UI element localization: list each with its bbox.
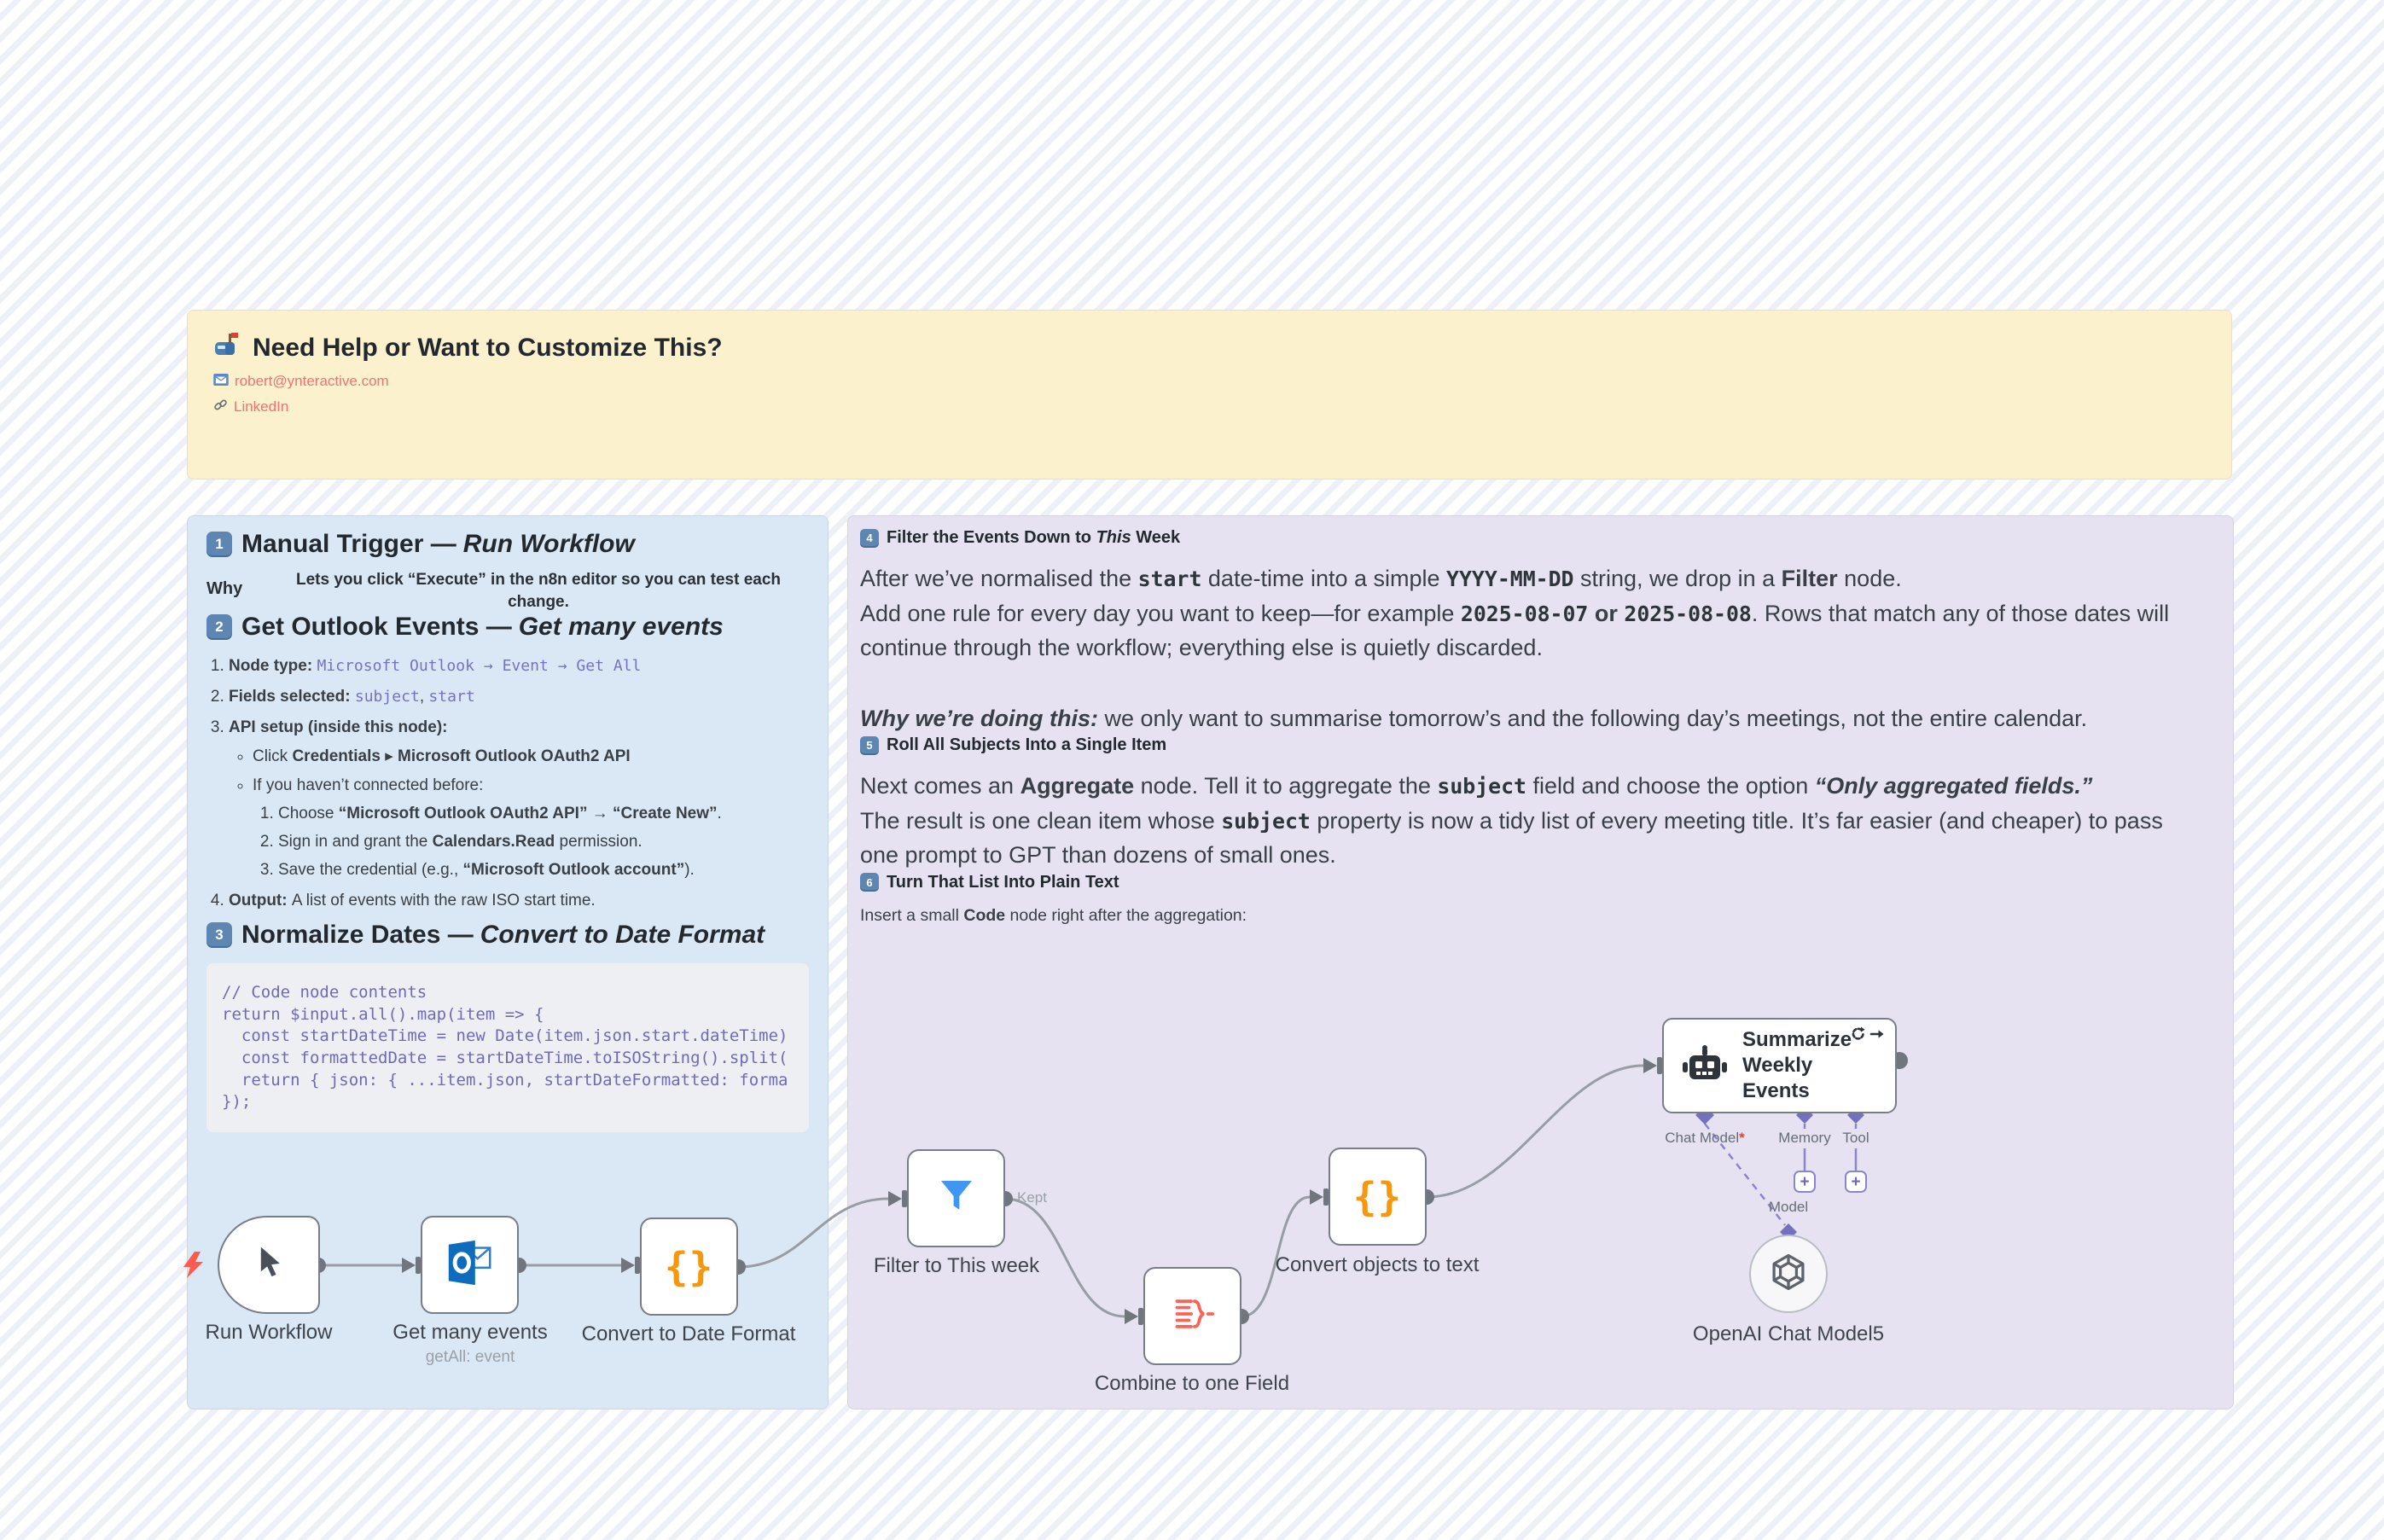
node-convert-objects-to-text[interactable] xyxy=(1329,1148,1427,1246)
node-convert-to-date-format[interactable] xyxy=(640,1217,738,1316)
list-item: 2. Fields selected: subject, start xyxy=(229,686,809,709)
node-openai-chat-model[interactable] xyxy=(1749,1235,1828,1313)
keycap-1: 1 xyxy=(206,532,232,557)
keycap-6: 6 xyxy=(860,873,879,892)
loop-arrow-icon xyxy=(1851,1026,1885,1046)
section4-paragraph: Add one rule for every day you want to keep—for example 2025-08-07 or 2025-08-08. Rows that match any of those dates will continue through the workflow; everything else is quietly discarded. xyxy=(860,600,2170,660)
node-get-many-events[interactable] xyxy=(421,1216,519,1314)
section1-header: 1 Manual Trigger — Run Workflow xyxy=(206,530,809,559)
memory-port-label: Memory xyxy=(1778,1130,1831,1146)
node-label-filter-to-this-week: Filter to This week xyxy=(873,1254,1040,1277)
model-port-label: Model xyxy=(1768,1199,1809,1215)
section5-paragraph: Next comes an Aggregate node. Tell it to aggregate the subject field and choose the option “Only aggregated fields.” xyxy=(860,773,2093,799)
section4-why-paragraph: Why we’re doing this: we only want to summarise tomorrow’s and the following day’s meetings, not the entire calendar. xyxy=(860,705,2088,731)
robot-icon xyxy=(1681,1043,1729,1089)
node-label-run-workflow: Run Workflow xyxy=(205,1321,333,1344)
filter-funnel-icon xyxy=(933,1173,980,1223)
why-label: Why xyxy=(206,579,243,598)
section4-header: 4 Filter the Events Down to This Week xyxy=(860,528,2199,548)
node-label-openai-chat-model: OpenAI Chat Model5 xyxy=(1692,1322,1885,1345)
outlook-icon xyxy=(444,1239,497,1291)
code-snippet: // Code node contents return $input.all().map(item => { const startDateTime = new Date(item.json.start.dateTime) const formattedDate = startDateTime.toISOString().split( return { json: { ...item.json, startDateFormatted: forma }); xyxy=(206,963,809,1132)
email-link-text: robert@ynteractive.com xyxy=(235,373,389,389)
list-item: 4. Output: A list of events with the raw ISO start time. xyxy=(229,890,809,913)
keycap-5: 5 xyxy=(860,736,879,755)
add-memory-button[interactable]: + xyxy=(1794,1171,1816,1193)
list-item: ◦ Click Credentials ▸ Microsoft Outlook OAuth2 API xyxy=(253,746,809,769)
add-tool-button[interactable]: + xyxy=(1845,1171,1867,1193)
list-item: 1. Node type: Microsoft Outlook → Event → Get All xyxy=(229,655,809,678)
section5-paragraph: The result is one clean item whose subject property is now a tidy list of every meeting title. It’s far easier (and cheaper) to pass one prompt to GPT than dozens of small ones. xyxy=(860,807,2163,868)
lightning-icon xyxy=(183,1252,203,1278)
node-sublabel-get-many-events: getAll: event xyxy=(425,1348,515,1366)
keycap-3: 3 xyxy=(206,922,232,948)
node-summarize-weekly-events[interactable] xyxy=(1662,1018,1897,1113)
code-braces-icon: {} xyxy=(1352,1173,1403,1220)
section5-header: 5 Roll All Subjects Into a Single Item xyxy=(860,735,2199,755)
section2-header: 2 Get Outlook Events — Get many events xyxy=(206,613,809,642)
node-filter-to-this-week[interactable] xyxy=(907,1149,1005,1247)
openai-icon xyxy=(1766,1250,1811,1299)
aggregate-icon xyxy=(1171,1294,1215,1338)
list-item: 1. Choose “Microsoft Outlook OAuth2 API” → “Create New”. xyxy=(278,803,809,826)
list-item: ◦ If you haven’t connected before: 1. Choose “Microsoft Outlook OAuth2 API” → “Create New”. 2. Sign in and grant the Calendars.Read permission. 3. Save the credential (e.g., “Microsoft Outlook account”). xyxy=(253,775,809,882)
section6-header: 6 Turn That List Into Plain Text xyxy=(860,873,2199,892)
tool-port-label: Tool xyxy=(1842,1130,1869,1146)
ai-port-diamonds[interactable] xyxy=(1695,1106,1864,1241)
filter-output-kept-label: Kept xyxy=(1017,1189,1047,1206)
node-run-workflow[interactable] xyxy=(218,1216,320,1314)
code-braces-icon: {} xyxy=(664,1243,714,1290)
node-label-convert-to-date-format: Convert to Date Format xyxy=(581,1322,796,1345)
list-item: 3. API setup (inside this node): ◦ Click Credentials ▸ Microsoft Outlook OAuth2 API ◦ If you haven’t connected before: 1. Choose “Microsoft Outlook OAuth2 API” → “Create New”. 2. Sign in and grant the Calendars.Read permission. 3. Save the credential (e.g., “Microsoft Outlook account”). xyxy=(229,717,809,882)
node-label-convert-objects-to-text: Convert objects to text xyxy=(1275,1253,1480,1276)
node-label-summarize-weekly-events: Summarize Weekly Events xyxy=(1742,1028,1852,1102)
cursor-icon xyxy=(250,1244,288,1286)
chat-model-port-label: Chat Model* xyxy=(1665,1130,1745,1146)
node-label-combine-to-one-field: Combine to one Field xyxy=(1094,1372,1290,1395)
keycap-4: 4 xyxy=(860,529,879,548)
linkedin-link-text: LinkedIn xyxy=(234,398,289,415)
section6-paragraph: Insert a small Code node right after the aggregation: xyxy=(860,905,1247,925)
list-item: 3. Save the credential (e.g., “Microsoft Outlook account”). xyxy=(278,859,809,882)
help-note-title: Need Help or Want to Customize This? xyxy=(253,334,723,362)
section3-header: 3 Normalize Dates — Convert to Date Format xyxy=(206,921,809,950)
list-item: 2. Sign in and grant the Calendars.Read permission. xyxy=(278,831,809,854)
node-combine-to-one-field[interactable] xyxy=(1143,1267,1241,1365)
keycap-2: 2 xyxy=(206,614,232,640)
node-label-get-many-events: Get many events xyxy=(392,1321,548,1344)
why-text: Lets you click “Execute” in the n8n editor so you can test each change. xyxy=(295,571,782,611)
section4-paragraph: After we’ve normalised the start date-time into a simple YYYY-MM-DD string, we drop in a Filter node. xyxy=(860,566,1902,591)
